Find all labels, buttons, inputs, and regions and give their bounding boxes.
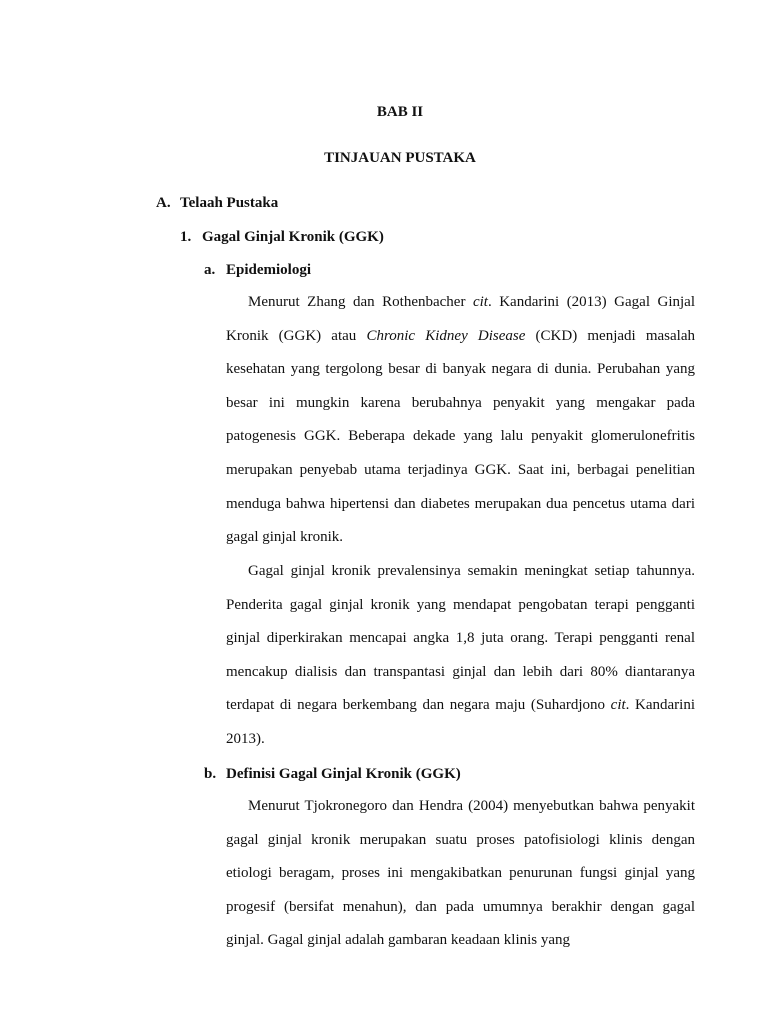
text-run: . Kandarini 2013). [226, 697, 696, 747]
text-run: . Kandarini (2013) Gagal Ginjal Kronik (GGK) atau [226, 294, 695, 344]
subsection-heading-1 [180, 229, 384, 246]
italic-run: cit [610, 697, 626, 714]
paragraph-definition-1 [226, 790, 695, 958]
subsection-marker: 1. [180, 229, 192, 245]
text-run: Gagal ginjal kronik prevalensinya semakin meningkat setiap tahunnya. Penderita gagal ginjal kronik yang mendapat pengobatan terapi pengganti ginjal diperkirakan mencapai angka 1,8 juta orang. Terapi pengganti renal mencakup dialisis dan transpantasi ginjal dan lebih dari 80% diantaranya terdapat di negara berkembang dan negara maju (Suhardjono [226, 563, 695, 714]
subsubsection-marker: b. [204, 766, 217, 782]
subsubsection-heading-a [204, 262, 311, 279]
section-heading-a [156, 195, 278, 212]
subsubsection-marker: a. [204, 262, 216, 278]
text-run: (CKD) menjadi masalah kesehatan yang tergolong besar di banyak negara di dunia. Perubahan yang besar ini mungkin karena berubahnya penyakit yang mengakar pada patogenesis GGK. Beberapa dekade yang lalu penyakit glomerulonefritis merupakan penyebab utama terjadinya GGK. Saat ini, berbagai penelitian menduga bahwa hipertensi dan diabetes merupakan dua pencetus utama dari gagal ginjal kronik. [226, 327, 696, 546]
subsubsection-title: Definisi Gagal Ginjal Kronik (GGK) [226, 766, 461, 782]
subsubsection-title: Epidemiologi [226, 262, 312, 278]
subsubsection-heading-b [204, 766, 461, 783]
chapter-title: TINJAUAN PUSTAKA [324, 150, 476, 166]
section-marker: A. [156, 195, 171, 211]
paragraph-epidemiology-1 [226, 286, 695, 555]
paragraph-epidemiology-2 [226, 555, 695, 757]
italic-run: cit [472, 294, 488, 310]
italic-run: Chronic Kidney Disease [366, 327, 526, 344]
subsection-title: Gagal Ginjal Kronik (GGK) [202, 229, 384, 245]
text-run: Menurut Zhang dan Rothenbacher [248, 294, 473, 310]
section-title: Telaah Pustaka [180, 195, 279, 211]
chapter-number: BAB II [376, 104, 424, 120]
text-run: Menurut Tjokronegoro dan Hendra (2004) menyebutkan bahwa penyakit gagal ginjal kronik merupakan suatu proses patofisiologi klinis dengan etiologi beragam, proses ini mengakibatkan penurunan fungsi ginjal yang progesif (bersifat menahun), dan pada umumnya berakhir dengan gagal ginjal. Gagal ginjal adalah gambaran keadaan klinis yang [226, 798, 695, 949]
